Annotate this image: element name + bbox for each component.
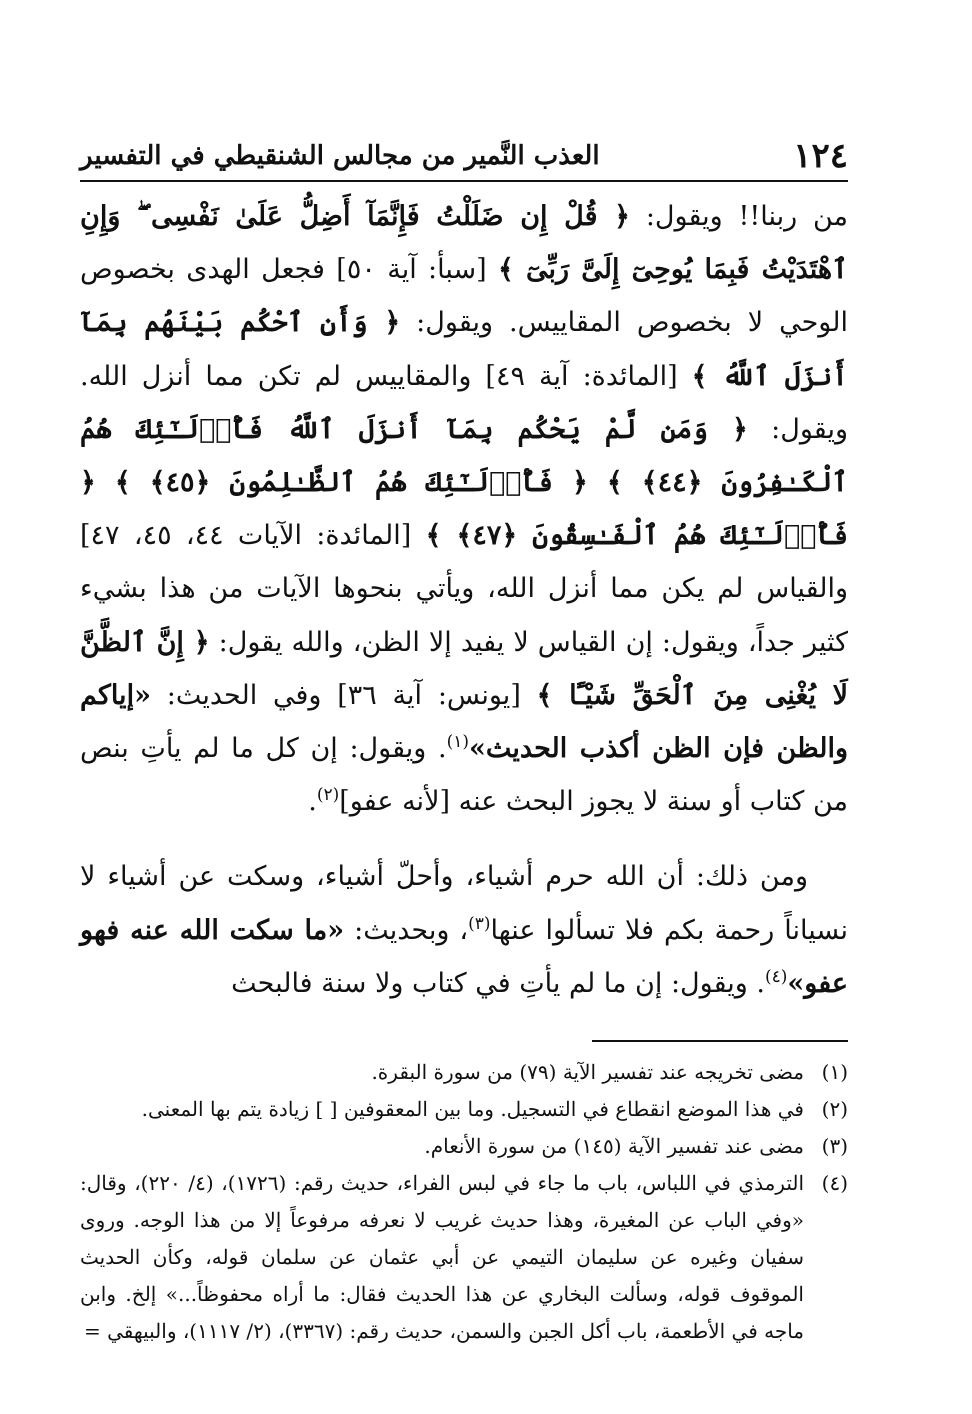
text-segment: [يونس: آية ٣٦] وفي الحديث: — [150, 679, 537, 711]
footnote-text: مضى عند تفسير الآية (١٤٥) من سورة الأنعام. — [424, 1134, 804, 1159]
footnotes — [80, 1054, 848, 1350]
quran-verse: ﴿ وَمَن لَّمْ يَحْكُم بِمَآ أَنزَلَ ٱللَّهُ فَأُو۟لَـٰٓئِكَ هُمُ ٱلْكَـٰفِرُونَ ﴿٤٤﴾ ﴾ ﴿ فَأُو۟لَـٰٓئِكَ هُمُ ٱلظَّـٰلِمُونَ ﴿٤٥﴾ ﴾ ﴿ فَأُو۟لَـٰٓئِكَ هُمُ ٱلْفَـٰسِقُونَ ﴿٤٧﴾ ﴾ — [80, 413, 849, 552]
footnote-text: الترمذي في اللباس، باب ما جاء في لبس الفراء، حديث رقم: (١٧٢٦)، (٤/ ٢٢٠)، وقال: «وفي الباب عن المغيرة، وهذا حديث غريب لا نعرفه مرفوعاً إلا من هذا الوجه. وروى سفيان وغيره عن سليمان التيمي عن أبي عثمان عن سلمان قوله، وكأن الحديث الموقوف قوله، وسألت البخاري عن هذا الحديث فقال: ما أراه محفوظاً...» إلخ. وابن ماجه في الأطعمة، باب أكل الجبن والسمن، حديث رقم: (٣٣٦٧)، (٢/ ١١١٧)، والبيهقي = — [80, 1171, 804, 1344]
footnote-4 — [80, 1165, 848, 1350]
text-segment: . ويقول: إن ما لم يأتِ في كتاب ولا سنة فالبحث — [231, 967, 765, 999]
hadith-quote: «ما سكت الله عنه فهو عفو» — [80, 914, 848, 999]
page-header — [80, 128, 848, 182]
paragraph-2 — [80, 850, 848, 1010]
quran-verse: ﴿ إِنَّ ٱلظَّنَّ لَا يُغْنِى مِنَ ٱلْحَقِّ شَيْـًٔا ﴾ — [80, 626, 848, 711]
running-title: العذب النَّمير من مجالس الشنقيطي في التفسير — [80, 141, 600, 171]
footnote-text: مضى تخريجه عند تفسير الآية (٧٩) من سورة البقرة. — [371, 1060, 804, 1085]
footnote-number: (٣) — [821, 1134, 848, 1159]
text-segment: . — [308, 786, 317, 818]
text-segment: ومن ذلك: أن الله حرم أشياء، وأحلّ أشياء، وسكت عن أشياء لا نسياناً رحمة بكم فلا تسألوا عنها — [80, 861, 848, 946]
footnote-ref[interactable]: (٤) — [764, 966, 788, 987]
footnote-3 — [80, 1128, 848, 1165]
text-segment: ، وبحديث: — [344, 914, 469, 946]
text-segment: . ويقول: إن كل ما لم يأتِ بنص من كتاب أو سنة لا يجوز البحث عنه [لأنه عفو] — [80, 733, 848, 818]
footnote-divider — [592, 1040, 848, 1042]
footnote-2 — [80, 1091, 848, 1128]
book-page — [80, 128, 848, 1350]
footnote-ref[interactable]: (١) — [446, 732, 469, 753]
quran-verse: ﴿ وَأَنِ ٱحْكُم بَيْنَهُم بِمَآ أَنزَلَ ٱللَّهُ ﴾ — [80, 307, 848, 392]
quran-verse: ﴿ قُلْ إِن ضَلَلْتُ فَإِنَّمَآ أَضِلُّ عَلَىٰ نَفْسِى ۖ وَإِنِ ٱهْتَدَيْتُ فَبِمَا يُوحِىٓ إِلَىَّ رَبِّىٓ ﴾ — [80, 201, 848, 286]
footnote-ref[interactable]: (٣) — [468, 913, 491, 934]
footnote-text: في هذا الموضع انقطاع في التسجيل. وما بين المعقوفين [ ] زيادة يتم بها المعنى. — [141, 1097, 804, 1122]
text-segment: [المائدة: الآيات ٤٤، ٤٥، ٤٧] والقياس لم يكن مما أنزل الله، ويأتي بنحوها الآيات من هذا بشيء كثير جداً، ويقول: إن القياس لا يفيد إلا الظن، والله يقول: — [80, 520, 848, 658]
footnote-number: (١) — [821, 1060, 848, 1085]
text-segment: من ربنا!! ويقول: — [630, 201, 848, 232]
paragraph-1 — [80, 190, 848, 828]
footnote-number: (٤) — [821, 1171, 848, 1196]
footnote-ref[interactable]: (٢) — [316, 785, 340, 806]
hadith-quote: «إياكم والظن فإن الظن أكذب الحديث» — [80, 679, 848, 765]
main-text — [80, 190, 848, 1010]
footnote-1 — [80, 1054, 848, 1091]
page-number: ١٢٤ — [793, 136, 848, 176]
text-segment: [المائدة: آية ٤٩] والمقاييس لم تكن مما أنزل الله. ويقول: — [80, 360, 848, 445]
text-segment: [سبأ: آية ٥٠] فجعل الهدى بخصوص الوحي لا بخصوص المقاييس. ويقول: — [80, 254, 848, 339]
footnote-number: (٢) — [821, 1097, 848, 1122]
